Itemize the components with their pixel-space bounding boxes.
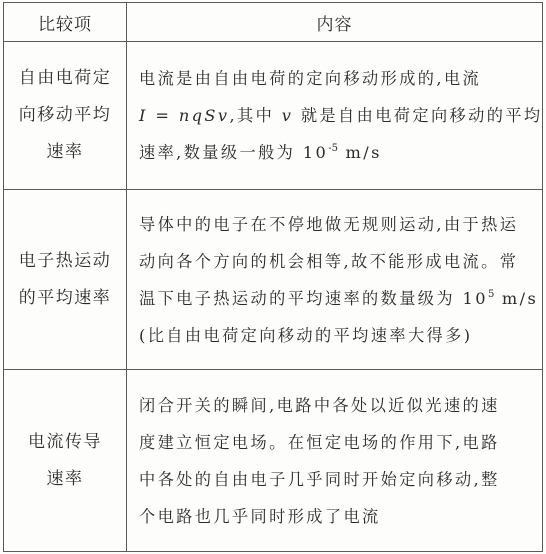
header-comparison-item: 比较项 xyxy=(4,3,127,42)
table-row xyxy=(4,42,543,190)
unit: m/s xyxy=(494,288,539,308)
content-line: 动向各个方向的机会相等,故不能形成电流。常 xyxy=(139,251,519,271)
content-line: (比自由电荷定向移动的平均速率大得多) xyxy=(139,325,473,345)
content-line: 个电路也几乎同时形成了电流 xyxy=(139,506,381,526)
content-text: 速率,数量级一般为 10 xyxy=(139,143,329,162)
velocity-symbol: v xyxy=(281,106,294,125)
content-line: 中各处的自由电子几乎同时开始定向移动,整 xyxy=(139,469,500,489)
row-name-conduction-speed xyxy=(4,370,127,552)
content-line: 电流是由自由电荷的定向移动形成的,电流 xyxy=(139,69,482,88)
current-formula: I = nqSv xyxy=(139,106,230,125)
content-line xyxy=(139,134,534,171)
row-name-line: 电流传导 xyxy=(28,431,102,452)
table-row xyxy=(4,190,543,370)
row-name-line: 速率 xyxy=(46,468,84,489)
exponent: 5 xyxy=(487,288,495,300)
table-row xyxy=(4,370,543,552)
header-content: 内容 xyxy=(127,3,543,42)
table-header-row xyxy=(4,3,543,42)
row-name-line: 速率 xyxy=(46,142,84,162)
row-name-line: 自由电荷定 xyxy=(18,68,112,88)
content-text: 就是自由电荷定向移动的平均 xyxy=(293,106,543,125)
comparison-table xyxy=(3,2,543,552)
row-name-line: 向移动平均 xyxy=(18,105,112,125)
row-name-line: 的平均速率 xyxy=(18,287,112,308)
exponent: -5 xyxy=(328,143,338,154)
content-line xyxy=(139,97,543,134)
unit: m/s xyxy=(337,143,382,162)
row-content-conduction-speed xyxy=(127,370,543,552)
row-name-drift-speed xyxy=(4,42,127,190)
content-line xyxy=(139,280,539,317)
row-content-thermal-speed xyxy=(127,190,543,370)
content-line: 度建立恒定电场。在恒定电场的作用下,电路 xyxy=(139,432,500,452)
content-text: 温下电子热运动的平均速率的数量级为 10 xyxy=(139,288,488,308)
content-text: ,其中 xyxy=(229,106,282,125)
row-content-drift-speed xyxy=(127,42,543,190)
row-name-line: 电子热运动 xyxy=(18,250,112,271)
content-line: 闭合开关的瞬间,电路中各处以近似光速的速 xyxy=(139,395,500,415)
content-line: 导体中的电子在不停地做无规则运动,由于热运 xyxy=(139,214,519,234)
row-name-thermal-speed xyxy=(4,190,127,370)
